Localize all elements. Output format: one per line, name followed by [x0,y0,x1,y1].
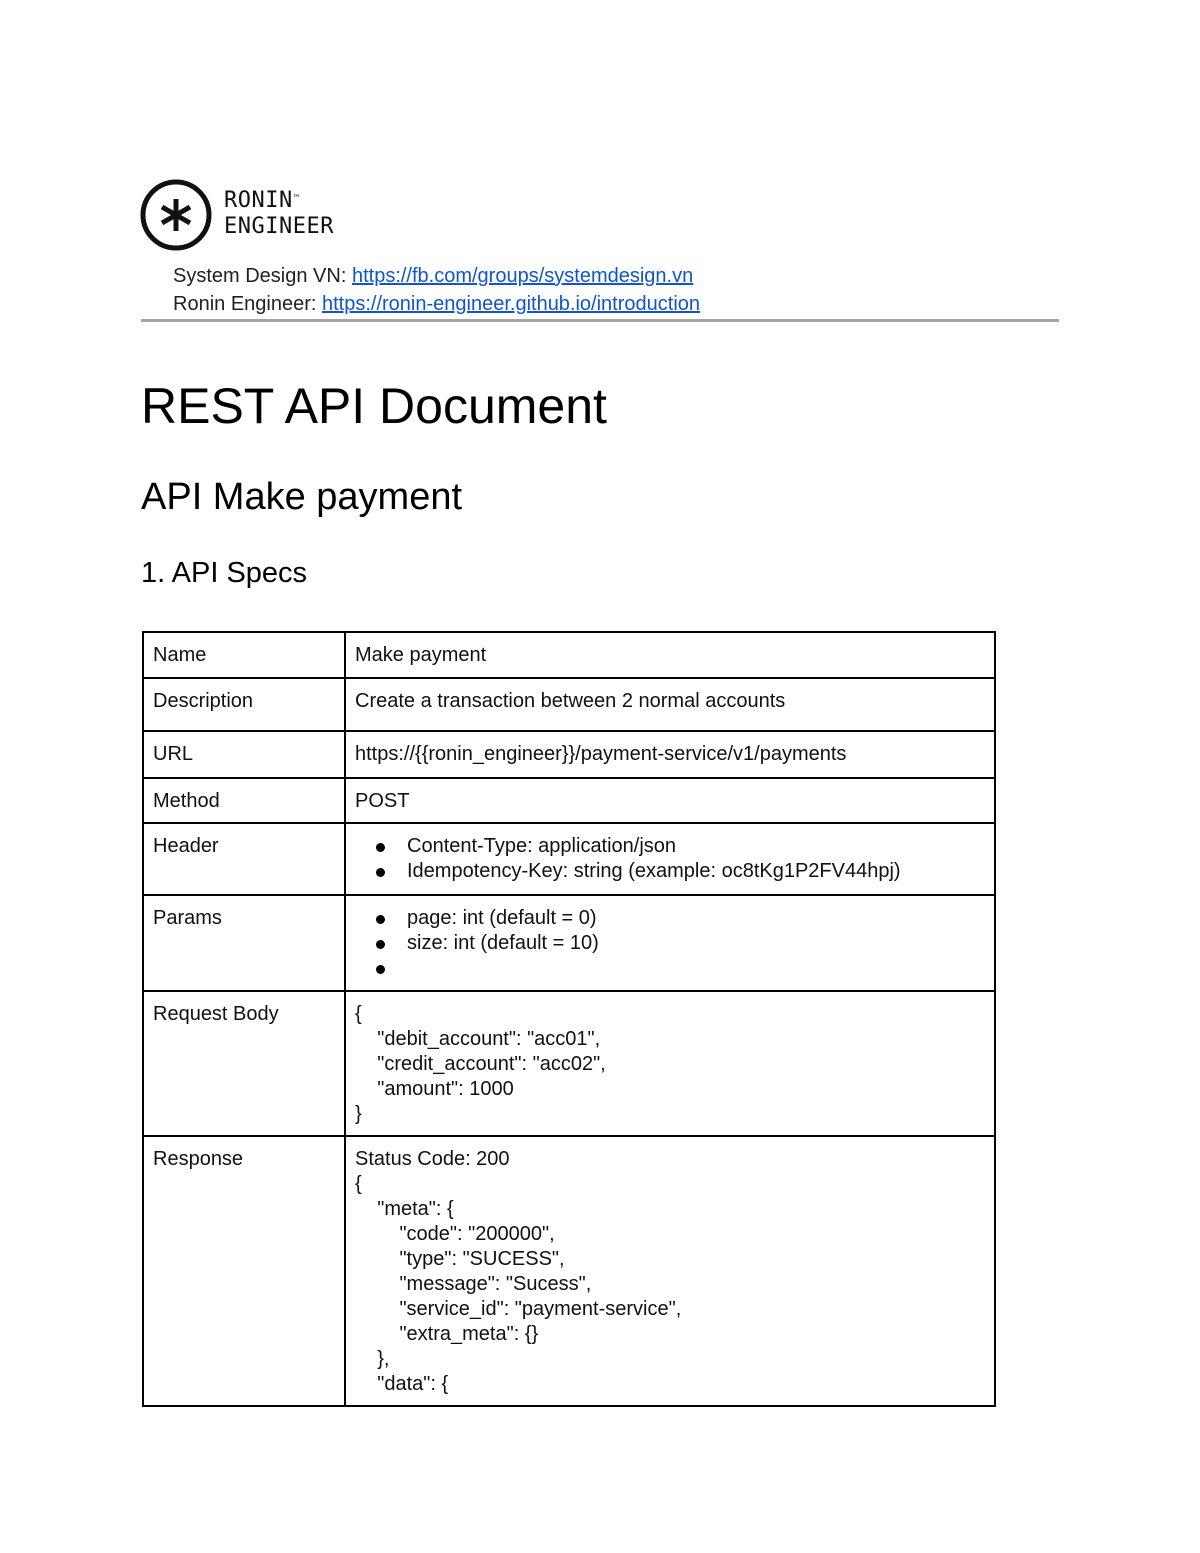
table-row [143,731,995,778]
table-row [143,823,995,895]
logo-trademark: ™ [293,194,300,204]
response-json: Status Code: 200 { "meta": { "code": "200000", "type": "SUCESS", "message": "Sucess", "service_id": "payment-service", "extra_meta": {} }, "data": { [355,1148,682,1395]
table-row [143,778,995,823]
logo-name-line2: ENGINEER [224,214,334,239]
logo-wordmark [224,188,334,240]
list-item: Idempotency-Key: string (example: oc8tKg1P2FV44hpj) [407,859,985,884]
asterisk-circle-icon [140,178,216,254]
row-value-header [345,823,995,895]
api-subtitle: API Make payment [141,476,463,518]
row-label-name: Name [143,632,345,678]
request-body-json: { "debit_account": "acc01", "credit_account": "acc02", "amount": 1000 } [355,1003,606,1125]
row-label-request-body: Request Body [143,991,345,1136]
ronin-engineer-logo [140,178,380,254]
row-label-description: Description [143,678,345,731]
row-value-method: POST [345,778,995,823]
row-value-url: https://{{ronin_engineer}}/payment-service/v1/payments [345,731,995,778]
row-value-name: Make payment [345,632,995,678]
table-row [143,678,995,731]
header-divider [141,319,1059,322]
row-label-response: Response [143,1136,345,1406]
section-heading: 1. API Specs [141,557,308,589]
api-spec-table [142,631,996,1407]
row-label-url: URL [143,731,345,778]
table-row [143,991,995,1136]
logo-name-line1: RONIN [224,188,293,213]
list-item: size: int (default = 10) [407,931,985,956]
list-item: page: int (default = 0) [407,906,985,931]
header-list [355,834,985,884]
header-line2-label: Ronin Engineer: [173,293,322,315]
header-line1-label: System Design VN: [173,265,352,287]
row-label-header: Header [143,823,345,895]
row-label-params: Params [143,895,345,991]
table-row [143,895,995,991]
header-links [173,262,700,318]
system-design-vn-link[interactable]: https://fb.com/groups/systemdesign.vn [351,265,694,287]
row-value-params [345,895,995,991]
params-list [355,906,985,981]
list-item [407,956,985,981]
row-value-request-body [345,991,995,1136]
list-item: Content-Type: application/json [407,834,985,859]
row-label-method: Method [143,778,345,823]
table-row [143,1136,995,1406]
document-title: REST API Document [141,378,607,434]
row-value-description: Create a transaction between 2 normal accounts [345,678,995,731]
table-row [143,632,995,678]
row-value-response [345,1136,995,1406]
ronin-engineer-link[interactable]: https://ronin-engineer.github.io/introduction [321,293,701,315]
